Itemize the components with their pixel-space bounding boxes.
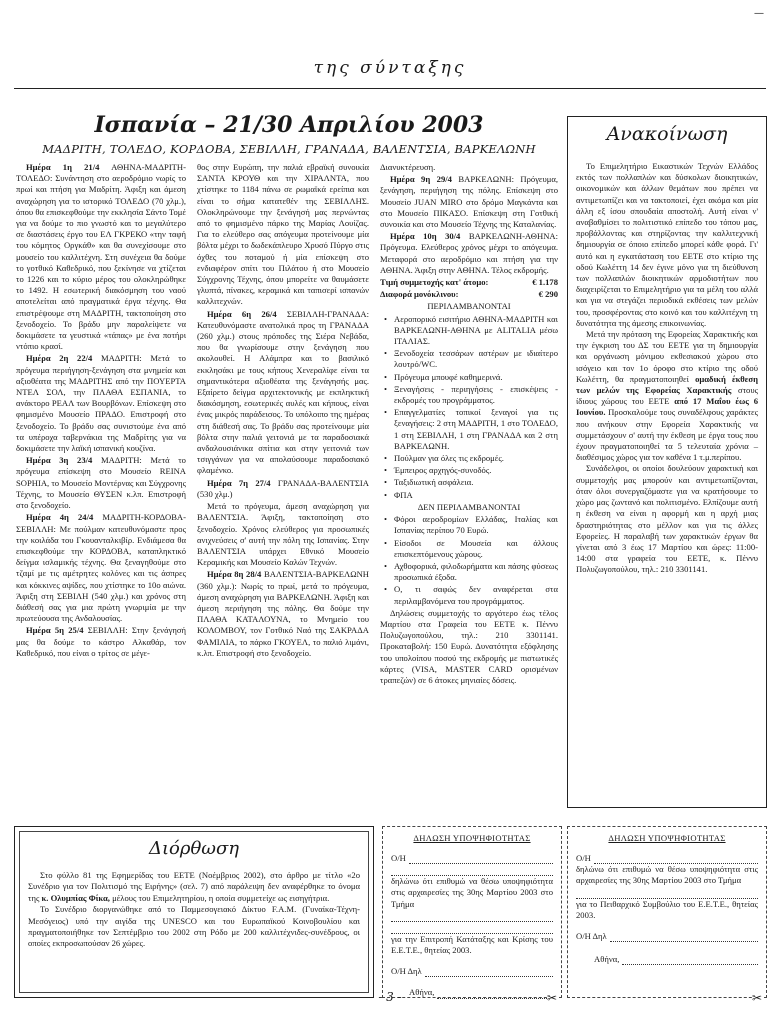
paragraph: Ημέρα 6η 26/4 ΣΕΒΙΛΛΗ-ΓΡΑΝΑΔΑ: Κατευθυνόμαστε ανατολικά προς τη ΓΡΑΝΑΔΑ (260 χλμ.) στους πρόποδες της Σιέρα Νεβάδα, που θα γνωρίσουμε στην ξενάγηση που ακολουθεί. Η Αλάμπρα και το βασιλικό εκκλησάκι με τους κήπους Χενεραλίφε είναι τα σημαντικότερα αξιοθέατα της ξενάγησής μας. Εξαίρετο δείγμα αρχιτεκτονικής με εκπληκτική διακόσμηση, εσωτερικές αυλές και κήπους, είναι ένας μικρός παράδεισος. Το υπόλοιπο της ημέρας στη διάθεσή σας. Το βράδυ σας προτείνουμε μία βόλτα στην παλιά γειτονιά με τα παραδοσιακά ανδαλουσιάνικα σπίτια και στην γειτονιά των τσιγγάνων για να απολαύσουμε παραδοσιακό φλαμένκο. — [197, 308, 369, 476]
article-column-1 — [16, 162, 186, 660]
paragraph: Συνάδελφοι, οι οποίοι δουλεύουν χαρακτική και συμμετοχής μας μπορούν και αντιμετωπίζονται, όταν όλοι συνεργαζόμαστε για να κρατήσουμε το χώρο μας ζωντανό και πολιτισμένο. Ελπίζουμε αυτή η έκθεση να είναι η αφορμή και η αρχή μιας δραστηριότητας στο μέλλον και για τις άλλες Εφορείες. Η παραλαβή των χαρακτικών έργων θα γίνεται από 3 έως 17 Μαρτίου και ώρες: 11:00-14:00 στα γραφεία του ΕΕΤΕ, κ. Πέννυ Πολυζωγοπούλου, τηλ.: 210 3301141. — [576, 463, 758, 575]
section-header: της σύνταξης — [313, 58, 467, 78]
form-text: για το Πειθαρχικό Συμβούλιο του Ε.Ε.Τ.Ε., θητείας 2003. — [576, 898, 758, 920]
price-row: Τιμή συμμετοχής κατ' άτομο: € 1.178 — [380, 277, 558, 288]
page-number: - 3 - — [378, 990, 402, 1004]
date-field[interactable]: Αθήνα, — [391, 987, 553, 998]
list-item: • Αχθοφορικά, φιλοδωρήματα και πάσης φύσεως προσωπικά έξοδα. — [380, 561, 558, 583]
name-field-line2[interactable] — [391, 866, 553, 876]
list-item: • Ταξιδιωτική ασφάλεια. — [380, 477, 558, 488]
list-item: • Έμπειρος αρχηγός-συνοδός. — [380, 465, 558, 476]
included-heading: ΠΕΡΙΛΑΜΒΑΝΟΝΤΑΙ — [427, 301, 511, 312]
announcement-box — [567, 116, 767, 808]
signature-field[interactable]: Ο/Η Δηλ — [576, 931, 758, 942]
article-column-3 — [380, 162, 558, 687]
form-text: για την Επιτροπή Κατάταξης και Κρίσης του Ε.Ε.Τ.Ε., θητείας 2003. — [391, 933, 553, 956]
paragraph: Το Συνέδριο διοργανώθηκε από το Παμμεσογειακό Δίκτυο F.A.M. (Γυναίκα-Τέχνη-Μεσόγειος) υπό την αιγίδα της UNESCO και του Ευρωπαϊκού Κοινοβουλίου και πραγματοποιήθηκε τον Σεπτέμβριο του 2002 στη Ρόδο με 200 καλλιτέχνιδες-συνέδρους, οι οποίες εκπροσωπούσαν 26 χώρες. — [28, 904, 360, 949]
correction-title: Διόρθωση — [148, 838, 240, 859]
paragraph: Ημέρα 5η 25/4 ΣΕΒΙΛΛΗ: Στην ξενάγησή μας θα δούμε το κάστρο Αλκαθάρ, τον Καθεδρικό, που είναι ο τρίτος σε μέγε- — [16, 625, 186, 658]
announcement-title: Ανακοίνωση — [606, 123, 728, 145]
paragraph: Το Επιμελητήριο Εικαστικών Τεχνών Ελλάδος εκτός των πολλαπλών και δύσκολων διοικητικών, οικονομικών και άλλων θεμάτων που πρέπει να αντιμετωπίζει και να τακτοποιεί, έχει ακόμα και μία άλλη εξ ίσου σπουδαία αποστολή. Αυτή είναι ν' αναβαθμίσει το πολιτιστικό επίπεδο του τόπου μας, προβάλλοντας και στηρίζοντας την καλλιτεχνική δημιουργία σε όποιο επίπεδο μπορεί κάθε φορά. Γι' αυτό και η εγκατάσταση του ΕΕΤΕ στο κτίριο της οδού Κωλέττη 14 δεν έγινε μόνο για τη διεύθυνση των πολλαπλών διοικητικών αρμοδιοτήτων που διαχειρίζεται το Επιμελητήριο για τα μέλη του αλλά και για να στεγάζει περιοδικά εκθέσεις των μελών του, προσφέροντας στο κοινό και του καλλιτέχνη τη δυνατότητα της άμεσης επικοινωνίας. — [576, 161, 758, 328]
paragraph: Ημέρα 10η 30/4 ΒΑΡΚΕΛΩΝΗ-ΑΘΗΝΑ: Πρόγευμα. Ελεύθερος χρόνος μέχρι το απόγευμα. Μεταφορά στο αεροδρόμιο και πτήση για την ΑΘΗΝΑ. Άφιξη στην ΑΘΗΝΑ. Τέλος εκδρομής. — [380, 231, 558, 275]
scissors-icon: ✂ — [751, 990, 762, 1005]
correction-box — [14, 826, 374, 998]
correction-inner-frame — [19, 831, 369, 993]
paragraph: Ημέρα 9η 29/4 ΒΑΡΚΕΛΩΝΗ: Πρόγευμα, ξενάγηση, περιήγηση της πόλης. Επίσκεψη στο Μουσείο JUAN MIRO στο δρόμο Μαγκάντα και στο Μουσείο ΠΙΚΑΣΟ. Επίσκεψη στη Γοτθική συνοικία και στο Μουσείο Τέχνης της Καταλανίας. — [380, 174, 558, 230]
department-field-line2[interactable] — [391, 924, 553, 934]
list-item: • Πούλμαν για όλες τις εκδρομές. — [380, 453, 558, 464]
list-item: • Ξενοδοχεία τεσσάρων αστέρων με ιδιαίτερο λουτρό/WC. — [380, 348, 558, 370]
scissors-icon: ✂ — [546, 990, 557, 1005]
list-item: • Αεροπορικό εισιτήριο ΑΘΗΝΑ-ΜΑΔΡΙΤΗ και ΒΑΡΚΕΛΩΝΗ-ΑΘΗΝΑ με ALITALIA μέσω ΙΤΑΛΙΑΣ. — [380, 314, 558, 348]
paragraph: Μετά το πρόγευμα, άμεση αναχώρηση για ΒΑΛΕΝΤΣΙΑ. Άφιξη, τακτοποίηση στο ξενοδοχείο. Χρόνος ελεύθερος για προσωπικές ανιχνεύσεις σ' αυτή την πόλη της Ισπανίας. Στην ΒΑΛΕΝΤΣΙΑ υπάρχει Εθνικό Μουσείο Κεραμικής και Μουσείο Καλών Τεχνών. — [197, 501, 369, 568]
corner-mark: — — [754, 8, 764, 19]
form-title: ΔΗΛΩΣΗ ΥΠΟΨΗΦΙΟΤΗΤΑΣ — [413, 833, 531, 843]
form-text: δηλώνω ότι επιθυμώ να θέσω υποψηφιότητα στις αρχαιρεσίες της 30ης Μαρτίου 2003 στο Τμήμα — [391, 876, 553, 909]
paragraph: Ημέρα 1η 21/4 ΑΘΗΝΑ-ΜΑΔΡΙΤΗ-ΤΟΛΕΔΟ: Συνάντηση στο αεροδρόμιο νωρίς το πρωί και πτήση για Μαδρίτη. Άφιξη και άμεση αναχώρηση για το ιστορικό ΤΟΛΕΔΟ (70 χλμ.), όπου θα επισκεφθούμε την εκκλησία Σάντο Τομέ για να δούμε το πιο γνωστό και το μεγαλύτερο σε διαστάσεις έργο του ΕΛ ΓΚΡΕΚΟ «την ταφή του κόμητος Οργκάθ» και θα συνεχίσουμε στο μουσείο του καλλιτέχνη. Στη συνέχεια θα δούμε το γοτθικό Καθεδρικό, που ξεκίνησε να χτίζεται το 1226 και το κύριο μέρος του ολοκληρώθηκε το 1492. Η εσωτερική διακόσμηση του ναού αποτελείται από πραγματικά έργα τέχνης. Θα επιστρέψουμε στη ΜΑΔΡΙΤΗ, τακτοποίηση στο ξενοδοχείο. Το βράδυ μην παραλείψετε να δοκιμάσετε τα γευστικά «τάπας» με ένα ποτήρι ντόπιο κρασί. — [16, 162, 186, 352]
candidacy-form-1 — [382, 826, 562, 1005]
list-item: • Επαγγελματίες τοπικοί ξεναγοί για τις ξεναγήσεις: 2 στη ΜΑΔΡΙΤΗ, 1 στο ΤΟΛΕΔΟ, 1 στη ΣΕΒΙΛΛΗ, 1 στη ΓΡΑΝΑΔΑ και 2 στη ΒΑΡΚΕΛΩΝΗ. — [380, 407, 558, 452]
department-field[interactable] — [391, 912, 553, 922]
paragraph: Δηλώσεις συμμετοχής το αργότερο έως τέλος Μαρτίου στα Γραφεία του ΕΕΤΕ κ. Πέννυ Πολυζωγοπούλου, τηλ.: 210 3301141. Προκαταβολή: 150 Ευρώ. Δυνατότητα εξόφλησης του υπολοίπου ποσού της εκδρομής με πιστωτικές κάρτες (VISA, MASTER CARD ορισμένων τραπεζών) σε 6 άτοκες μηνιαίες δόσεις. — [380, 607, 558, 685]
list-item: • Πρόγευμα μπουφέ καθημερινά. — [380, 372, 558, 383]
list-item: • Ξεναγήσεις - περιηγήσεις - επισκέψεις - εκδρομές του προγράμματος. — [380, 384, 558, 406]
single-supplement-row: Διαφορά μονόκλινου: € 290 — [380, 289, 558, 300]
department-field[interactable] — [576, 889, 758, 899]
list-item: • Ο, τι σαφώς δεν αναφέρεται στα περιλαμβανόμενα του προγράμματος. — [380, 584, 558, 606]
paragraph: Ημέρα 3η 23/4 ΜΑΔΡΙΤΗ: Μετά το πρόγευμα επίσκεψη στο Μουσείο REINA SOPHIA, το Μουσείο Μοντέρνας και Σύγχρονης Τέχνης, το Μουσείο ΘΥΣΕΝ κ.λπ. Επιστροφή στο ξενοδοχείο. — [16, 455, 186, 511]
date-field[interactable]: Αθήνα, — [576, 954, 758, 965]
paragraph: Ημέρα 2η 22/4 ΜΑΔΡΙΤΗ: Μετά το πρόγευμα περιήγηση-ξενάγηση στα μνημεία και αξιοθέατα της ΜΑΔΡΙΤΗΣ από την ΠΟΥΕΡΤΑ ΝΤΕΛ ΣΟΛ, την ΠΛΑΘΑ ΕΣΠΑΝΙΑ, το ανάκτορο ΡΕΑΛ των Βουρβόνων. Επίσκεψη στο φημισμένο Μουσείο ΠΡΑΔΟ. Επιστροφή στο ξενοδοχείο. Το βράδυ σας συνιστούμε ένα από τα υπέροχα ταβερνάκια της Μαδρίτης για να δοκιμάσετε την λαϊκή ισπανική κουζίνα. — [16, 353, 186, 454]
correction-body — [28, 870, 360, 950]
paragraph: Στο φύλλο 81 της Εφημερίδας του ΕΕΤΕ (Νοέμβριος 2002), στο άρθρο με τίτλο «2ο Συνέδριο για τον Πολιτισμό της Ειρήνης» (σελ. 7) από παράλειψη δεν αναφέρθηκε το όνομα της κ. Ολυμπίας Φίκα, μέλους του Επιμελητηρίου, η οποία συμμετείχε ως εισηγήτρια. — [28, 870, 360, 903]
header-rule — [14, 88, 766, 89]
name-field[interactable]: Ο/Η — [576, 853, 758, 864]
paragraph: Διανυκτέρευση. — [380, 162, 436, 172]
list-item: • Φόροι αεροδρομίων Ελλάδας, Ιταλίας και Ισπανίας περίπου 70 Ευρώ. — [380, 514, 558, 536]
article-subtitle: ΜΑΔΡΙΤΗ, ΤΟΛΕΔΟ, ΚΟΡΔΟΒΑ, ΣΕΒΙΛΛΗ, ΓΡΑΝΑΔΑ, ΒΑΛΕΝΤΣΙΑ, ΒΑΡΚΕΛΩΝΗ — [42, 142, 536, 156]
paragraph: Ημέρα 4η 24/4 ΜΑΔΡΙΤΗ-ΚΟΡΔΟΒΑ-ΣΕΒΙΛΛΗ: Με πούλμαν κατευθυνόμαστε προς την κοιλάδα του Γκουανταλκιβίρ. Ενδιάμεσα θα επισκεφθούμε την ΚΟΡΔΟΒΑ, καταπληκτικό δείγμα ισλαμικής τέχνης. Θα ξεναγηθούμε στο τζαμί με τις αμέτρητες κολόνες και τις άσπρες και κόκκινες αψίδες, που χτίστηκε το 10ο αιώνα. Άφιξη στη ΣΕΒΙΛΗ (540 χλμ.) και χρόνος στη διάθεσή σας για μια πρώτη γνωριμία με την πρωτεύουσα της Ανδαλουσίας. — [16, 512, 186, 624]
form-body — [576, 851, 758, 965]
list-item: • Είσοδοι σε Μουσεία και άλλους επισκεπτόμενους χώρους. — [380, 538, 558, 560]
announcement-body — [576, 161, 758, 576]
candidacy-form-2 — [567, 826, 767, 1005]
list-item: • ΦΠΑ — [380, 490, 558, 501]
form-body — [391, 851, 553, 999]
paragraph: Ημέρα 8η 28/4 ΒΑΛΕΝΤΣΙΑ-ΒΑΡΚΕΛΩΝΗ (360 χλμ.): Νωρίς το πρωί, μετά το πρόγευμα, άμεση αναχώρηση για ΒΑΡΚΕΛΩΝΗ. Άφιξη και άμεση περιήγηση της πόλης. Θα δούμε την ΠΛΑΘΑ ΚΑΤΑΛΟΥΝΑ, το Μνημείο του ΚΟΛΟΜΒΟΥ, τον Γοτθικό Ναό της ΣΑΚΡΑΔΑ ΦΑΜΙΛΙΑ, το πάρκο ΓΚΟΥΕΛ, το παλιό λιμάνι, κ.λπ. Επιστροφή στο ξενοδοχείο. — [197, 569, 369, 658]
signature-field[interactable]: Ο/Η Δηλ — [391, 966, 553, 977]
form-title: ΔΗΛΩΣΗ ΥΠΟΨΗΦΙΟΤΗΤΑΣ — [608, 833, 726, 843]
paragraph: Ημέρα 7η 27/4 ΓΡΑΝΑΔΑ-ΒΑΛΕΝΤΣΙΑ (530 χλμ.) — [197, 477, 369, 499]
article-column-2 — [197, 162, 369, 660]
paragraph: θος στην Ευρώπη, την παλιά εβραϊκή συνοικία ΣΑΝΤΑ ΚΡΟΥΘ και την ΧΙΡΑΛΝΤΑ, που χτίστηκε το 1184 πάνω σε ρωμαϊκά ερείπια και είναι το σήμα κατατεθέν της ΣΕΒΙΛΛΗΣ. Ολοκληρώνουμε την ξενάγησή μας περνώντας από το φημισμένο πάρκο της Μαρίας Λουίζας. Για το ελεύθερο σας απόγευμα προτείνουμε μία βόλτα μέχρι το δωδεκάπλευρο Χρυσό Πύργο στις όχθες του ποταμού ή μία επίσκεψη στο ενδιαφέρον σπίτι του Πιλάτου ή στο Μουσείο Σύγχρονης Τέχνης, όπου μπορείτε να θαυμάσετε γλυπτά, πίνακες, κεραμικά και ταπισερί ισπανών καλλιτεχνών. — [197, 162, 369, 307]
form-text: δηλώνω ότι επιθυμώ να θέσω υποψηφιότητα στις αρχαιρεσίες της 30ης Μαρτίου 2003 στο Τμήμα — [576, 864, 758, 886]
paragraph: Μετά την πρόταση της Εφορείας Χαρακτικής και την έγκριση του ΔΣ του ΕΕΤΕ για τη δημιουργία και οργάνωση μόνιμου εκθεσιακού χώρου στο ισόγειο και τον 1ο όροφο στο κτίριο της οδού Κωλέττη, θα πραγματοποιηθεί ομαδική έκθεση των μελών της Εφορείας Χαρακτικής στους ίδιους χώρους του ΕΕΤΕ από 17 Μαΐου έως 6 Ιουνίου. Προσκαλούμε τους συναδέλφους χαράκτες που ανήκουν στην Εφορεία Χαρακτικής να συμμετάσχουν σ' αυτή την έκθεση με έργα τους που έχουν πραγματοποιηθεί τα 5 τελευταία χρόνια – διαθέσιμος χώρος για τον καθένα 1 τ.μ.περίπου. — [576, 329, 758, 463]
article-title: Ισπανία – 21/30 Απριλίου 2003 — [94, 112, 484, 138]
name-field[interactable]: Ο/Η — [391, 853, 553, 864]
excluded-heading: ΔΕΝ ΠΕΡΙΛΑΜΒΑΝΟΝΤΑΙ — [417, 501, 521, 512]
